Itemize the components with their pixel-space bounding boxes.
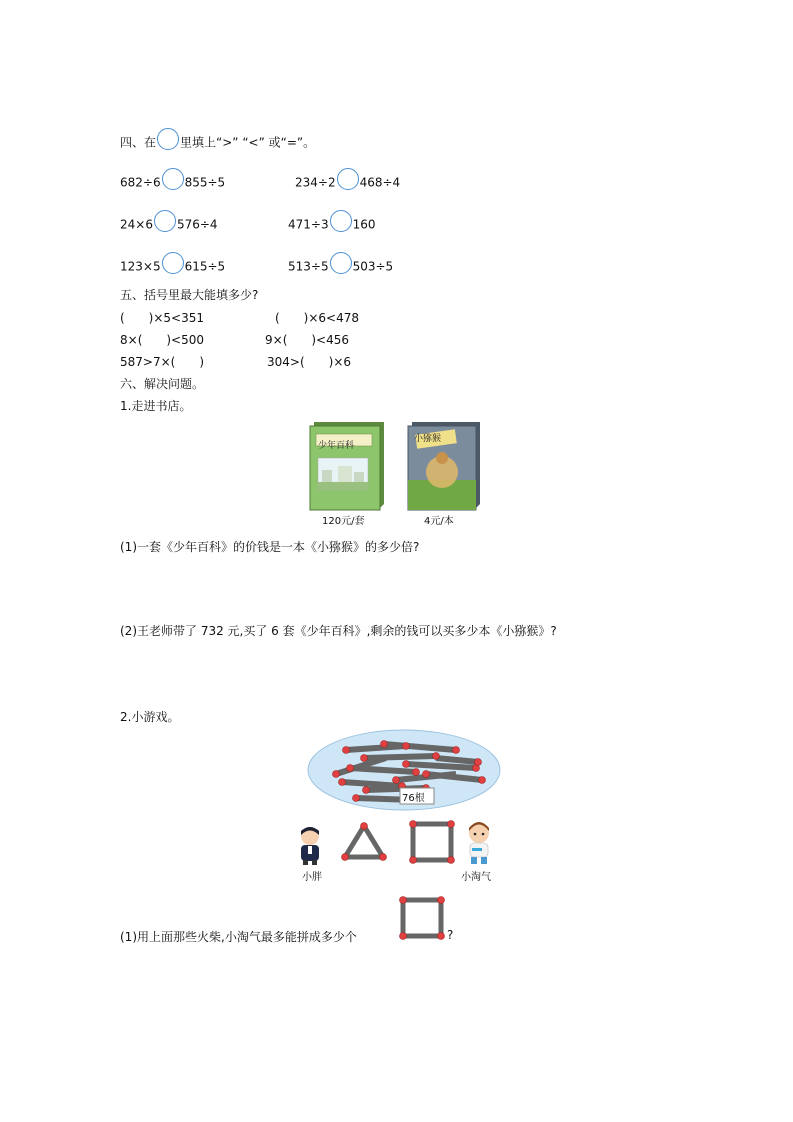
question-2-title: 2.小游戏。 [120, 710, 180, 724]
question-1-sub-1: (1)一套《少年百科》的价钱是一本《小猕猴》的多少倍? [120, 540, 420, 554]
compare-row: 471÷3 160 [288, 214, 376, 236]
right-character-name: 小淘气 [461, 872, 491, 883]
match-triangle-image [340, 822, 388, 862]
blank-circle[interactable] [154, 210, 176, 232]
book2-cover-title: 小猕猴 [414, 434, 442, 444]
left-character-name: 小胖 [302, 872, 322, 883]
question-1-sub-2: (2)王老师带了 732 元,买了 6 套《少年百科》,剩余的钱可以买多少本《小猕猴》? [120, 624, 557, 638]
blank-circle[interactable] [162, 168, 184, 190]
compare-row: 123×5 615÷5 [120, 256, 225, 278]
fill-blank-item[interactable]: 8×( )<500 [120, 333, 205, 347]
match-square-image [408, 820, 456, 864]
compare-row: 234÷2 468÷4 [295, 172, 400, 194]
blank-circle[interactable] [157, 128, 179, 150]
inline-match-square-icon [398, 895, 446, 941]
blank-circle[interactable] [162, 252, 184, 274]
blank-circle[interactable] [330, 210, 352, 232]
question-1-title: 1.走进书店。 [120, 399, 192, 413]
book2-price: 4元/本 [424, 516, 454, 527]
fill-blank-item[interactable]: 587>7×( ) [120, 355, 205, 369]
match-count-label: 76根 [402, 793, 425, 804]
fill-blank-item[interactable]: ( )×5<351 [120, 311, 205, 325]
book1-price: 120元/套 [322, 516, 365, 527]
book-shaonian-baike-image [308, 420, 388, 512]
book1-cover-title: 少年百科 [318, 441, 355, 451]
compare-row: 513÷5 503÷5 [288, 256, 393, 278]
compare-row: 682÷6 855÷5 [120, 172, 225, 194]
compare-row: 24×6 576÷4 [120, 214, 218, 236]
fill-blank-item[interactable]: ( )×6<478 [275, 311, 360, 325]
blank-circle[interactable] [330, 252, 352, 274]
question-2-sub-1: (1)用上面那些火柴,小淘气最多能拼成多少个 [120, 930, 357, 944]
section4-title: 四、在 里填上“>” “<” 或“=”。 [120, 132, 315, 154]
fill-blank-item[interactable]: 9×( )<456 [265, 333, 350, 347]
blank-circle[interactable] [337, 168, 359, 190]
section6-title: 六、解决问题。 [120, 377, 205, 391]
section5-title: 五、括号里最大能填多少? [120, 288, 259, 302]
question-2-sub-1-end: ? [447, 928, 454, 942]
fill-blank-item[interactable]: 304>( )×6 [267, 355, 352, 369]
boy-xiaopang-image [296, 826, 324, 866]
boy-xiaotaoqi-image [464, 820, 494, 866]
